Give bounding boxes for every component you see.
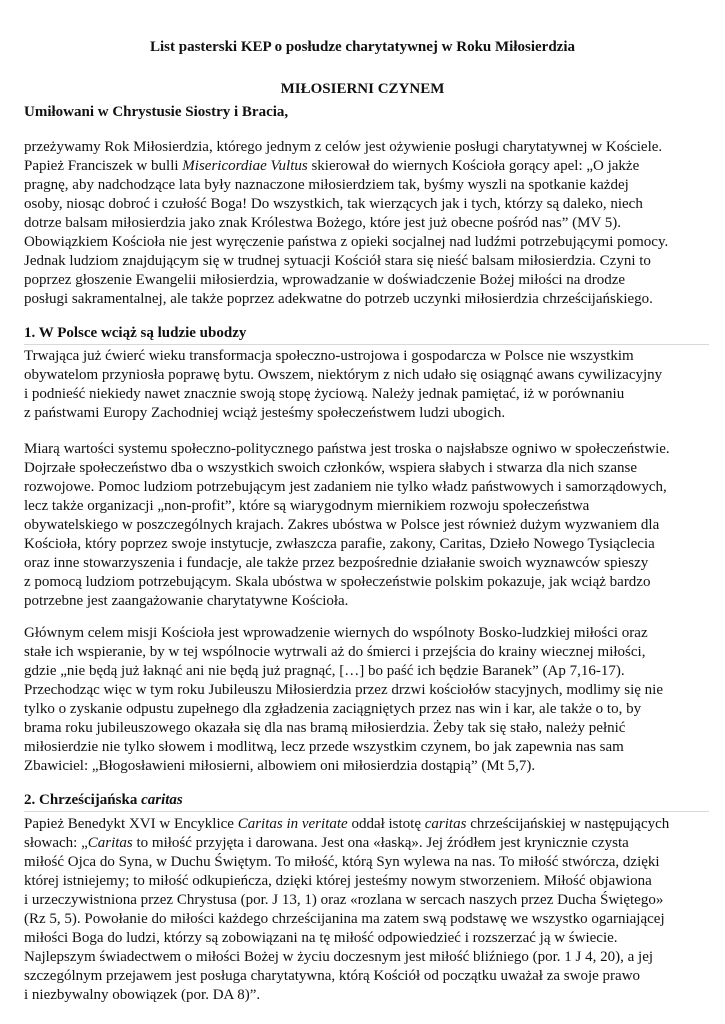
text-line: potrzebne jest zaangażowanie charytatywne Kościoła.	[24, 593, 349, 609]
text-line: Zbawiciel: „Błogosławieni miłosierni, albowiem oni miłosierdzia dostąpią” (Mt 5,7).	[24, 758, 536, 774]
text-line: Najlepszym świadectwem o miłości Bożej w życiu doczesnym jest miłość bliźniego (por. 1 J 4, 20), a jej	[24, 949, 654, 965]
text-line: gdzie „nie będą już łaknąć ani nie będą już pragnąć, […] bo paść ich będzie Baranek” (Ap 7,16-17).	[24, 663, 625, 679]
text-line: Miarą wartości systemu społeczno-politycznego państwa jest troska o najsłabsze ogniwo w społeczeństwie.	[24, 441, 670, 457]
text-line: stałe ich wspieranie, by w tej wspólnocie wytrwali aż do śmierci i przejścia do krainy wiecznej miłości,	[24, 644, 646, 660]
text-line: Kościoła, który poprzez swoje instytucje, zwłaszcza parafie, zakony, Caritas, Dzieło Nowego Tysiąclecia	[24, 536, 655, 552]
document-title: List pasterski KEP o posłudze charytatywnej w Roku Miłosierdzia	[149, 39, 575, 55]
text-line: z pomocą ludziom potrzebującym. Skala ubóstwa w społeczeństwie polskim pokazuje, jak wciąż bardzo	[24, 574, 651, 590]
text-line: i urzeczywistniona przez Chrystusa (por. J 13, 1) oraz «rozlana w sercach naszych przez Ducha Świętego»	[24, 892, 664, 908]
bull-title: Misericordiae Vultus	[182, 158, 308, 174]
text-line: obywatelskiego w poszczególnych krajach. Zakres ubóstwa w Polsce jest również dużym wyzwaniem dla	[24, 517, 660, 533]
text-line: posługi sakramentalnej, ale także poprzez adekwatne do potrzeb uczynki miłosierdzia chrześcijańskiego.	[24, 291, 653, 307]
section-1-heading: 1. W Polsce wciąż są ludzie ubodzy	[24, 323, 709, 345]
text-line: poprzez głoszenie Ewangelii miłosierdzia, wprowadzanie w doświadczenie Bożej miłości na drodze	[24, 272, 626, 288]
text-line: Trwająca już ćwierć wieku transformacja społeczno-ustrojowa i gospodarcza w Polsce nie wszystkim	[24, 348, 634, 364]
text-line: miłości Boga do ludzi, którzy są zobowiązani na tę miłość odpowiedzieć i rozszerzać ją w świecie.	[24, 930, 618, 946]
section-2-heading: 2. Chrześcijańska caritas	[24, 790, 709, 812]
text-line: (Rz 5, 5). Powołanie do miłości każdego chrześcijanina ma zatem swą podstawę we wszystko ogarniającej	[24, 911, 665, 927]
text-line: i podnieść niekiedy nawet znacznie swoją stopę życiową. Należy jednak pamiętać, iż w porównaniu	[24, 386, 625, 402]
intro-paragraph	[24, 138, 714, 309]
greeting: Umiłowani w Chrystusie Siostry i Bracia,	[24, 104, 289, 120]
text-line: Jednak ludziom znajdującym się w trudnej sytuacji Kościół stara się nieść balsam miłosierdzia. Czyni to	[24, 253, 651, 269]
text-line: Papież Benedykt XVI w Encyklice Caritas in veritate oddał istotę caritas chrześcijańskiej w następujących	[24, 816, 670, 832]
text-line: oraz inne stowarzyszenia i fundacje, ale także przez bezpośrednie działanie swoich wyznawców spieszy	[24, 555, 649, 571]
document-subtitle: MIŁOSIERNI CZYNEM	[280, 81, 445, 97]
text-line: osoby, niosąc dobroć i czułość Boga! Do wszystkich, tak wierzących jak i tych, którzy są daleko, niech	[24, 196, 643, 212]
text-line: miłosierdzie nie tylko słowem i modlitwą, lecz przede wszystkim czynem, bo jak zapewnia nas sam	[24, 739, 624, 755]
text-line: Przechodząc więc w tym roku Jubileuszu Miłosierdzia przez drzwi kościołów stacyjnych, modlimy się nie	[24, 682, 663, 698]
text-line: brama roku jubileuszowego okazała się dla nas bramą miłosierdzia. Żeby tak się stało, należy pełnić	[24, 720, 626, 736]
text-line: pragnę, aby nadchodzące lata były naznaczone miłosierdziem tak, byśmy wyszli na spotkanie każdej	[24, 177, 629, 193]
text-line: dotrze balsam miłosierdzia jako znak Królestwa Bożego, które jest już obecne pośród nas” (MV 5).	[24, 215, 622, 231]
text-line: tylko o zyskanie odpustu zupełnego dla zgładzenia zaciągniętych przez nas win i kar, ale także o to, by	[24, 701, 642, 717]
section-1-paragraph-2	[24, 440, 714, 611]
text-line: lecz także organizacji „non-profit”, które są wiarygodnym miernikiem rozwoju społeczeństwa	[24, 498, 590, 514]
text-line: Dojrzałe społeczeństwo dba o wszystkich swoich członków, wspiera słabych i stwarza dla nich szanse	[24, 460, 638, 476]
text-line: i niezbywalny obowiązek (por. DA 8)”.	[24, 987, 261, 1003]
text-line: szczególnym przejawem jest posługa charytatywna, którą Kościół od początku uważał za swoje prawo	[24, 968, 641, 984]
section-1-paragraph-3	[24, 624, 714, 776]
section-2-paragraph-1	[24, 815, 714, 1005]
text-line: obywatelom przyniosła poprawę bytu. Owszem, niektórym z nich udało się osiągnąć awans cywilizacyjny	[24, 367, 663, 383]
text-line: Głównym celem misji Kościoła jest wprowadzenie wiernych do wspólnoty Bosko-ludzkiej miłości oraz	[24, 625, 648, 641]
text-line: rozwojowe. Pomoc ludziom potrzebującym jest zadaniem nie tylko władz państwowych i samorządowych,	[24, 479, 667, 495]
text-line: Obowiązkiem Kościoła nie jest wyręczenie państwa z opieki socjalnej nad ludźmi potrzebującymi pomocy.	[24, 234, 669, 250]
text-line: miłość Ojca do Syna, w Duchu Świętym. To miłość, którą Syn wylewa na nas. To miłość stwórcza, dzięki	[24, 854, 660, 870]
text-line: której istniejemy; to miłość odkupieńcza, dzięki której jesteśmy nowym stworzeniem. Miłość objawiona	[24, 873, 652, 889]
text-line: Papież Franciszek w bulli Misericordiae Vultus skierował do wiernych Kościoła gorący apel: „O jakże	[24, 158, 640, 174]
text-line: przeżywamy Rok Miłosierdzia, którego jednym z celów jest ożywienie posługi charytatywnej w Kościele.	[24, 139, 663, 155]
encyclical-title: Caritas in veritate	[237, 816, 348, 832]
text-line: słowach: „Caritas to miłość przyjęta i darowana. Jest ona «łaską». Jej źródłem jest krynicznie czysta	[24, 835, 629, 851]
section-1-paragraph-1	[24, 347, 714, 423]
text-line: z państwami Europy Zachodniej wciąż jesteśmy społeczeństwem ludzi ubogich.	[24, 405, 506, 421]
